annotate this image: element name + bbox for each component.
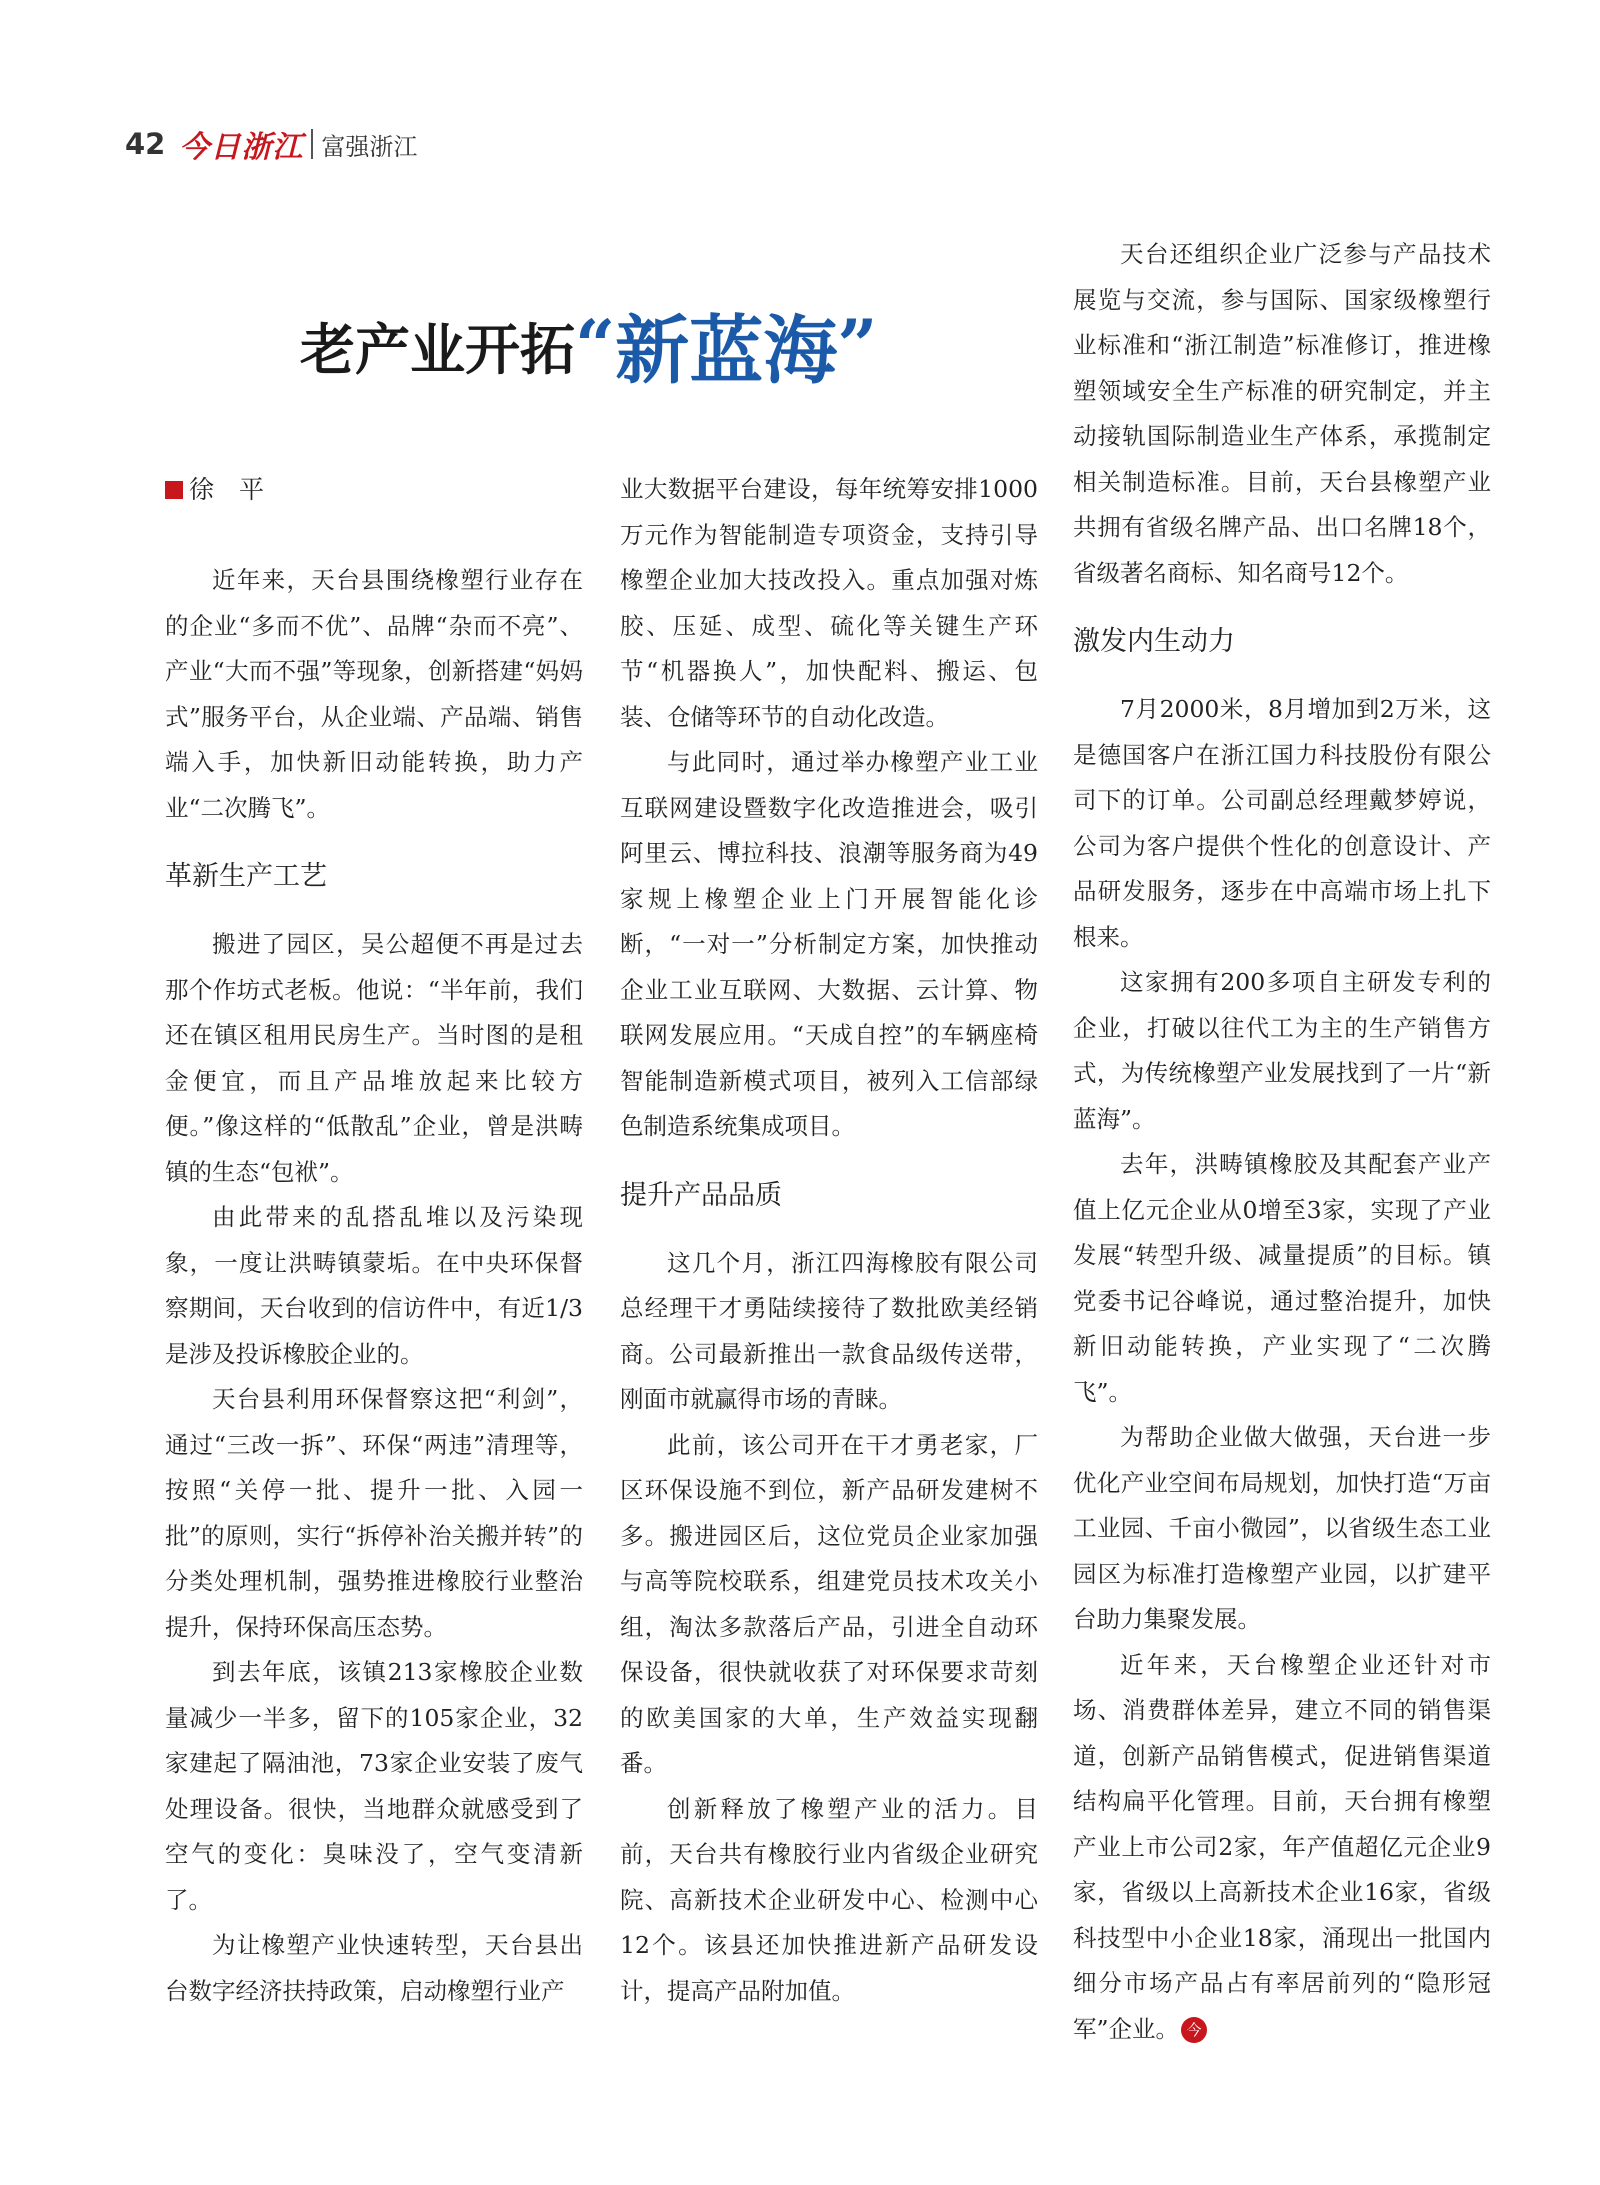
- author-name: 徐 平: [189, 475, 265, 504]
- page-number: 42: [125, 127, 166, 161]
- end-mark-icon: 今: [1181, 2017, 1207, 2043]
- title-highlight: 新蓝海: [615, 308, 838, 394]
- article-column-2: [620, 467, 1038, 2014]
- page-header: [125, 124, 417, 164]
- paragraph: 业大数据平台建设，每年统筹安排1000万元作为智能制造专项资金，支持引导橡塑企业加大技改投入。重点加强对炼胶、压延、成型、硫化等关键生产环节“机器换人”，加快配料、搬运、包装、仓储等环节的自动化改造。: [620, 475, 1038, 731]
- paragraph: 与此同时，通过举办橡塑产业工业互联网建设暨数字化改造推进会，吸引阿里云、博拉科技、浪潮等服务商为49家规上橡塑企业上门开展智能化诊断，“一对一”分析制定方案，加快推动企业工业互联网、大数据、云计算、物联网发展应用。“天成自控”的车辆座椅智能制造新模式项目，被列入工信部绿色制造系统集成项目。: [620, 748, 1038, 1140]
- paragraph: 为帮助企业做大做强，天台进一步优化产业空间布局规划，加快打造“万亩工业园、千亩小微园”，以省级生态工业园区为标准打造橡塑产业园，以扩建平台助力集聚发展。: [1073, 1423, 1491, 1633]
- paragraph: 近年来，天台县围绕橡塑行业存在的企业“多而不优”、品牌“杂而不亮”、产业“大而不强”等现象，创新搭建“妈妈式”服务平台，从企业端、产品端、销售端入手，加快新旧动能转换，助力产业“二次腾飞”。: [165, 566, 583, 822]
- title-quote-close: ”: [837, 303, 878, 387]
- paragraph: 去年，洪畴镇橡胶及其配套产业产值上亿元企业从0增至3家，实现了产业发展“转型升级、减量提质”的目标。镇党委书记谷峰说，通过整治提升，加快新旧动能转换，产业实现了“二次腾飞”。: [1073, 1150, 1491, 1406]
- paragraph: 搬进了园区，吴公超便不再是过去那个作坊式老板。他说：“半年前，我们还在镇区租用民房生产。当时图的是租金便宜，而且产品堆放起来比较方便。”像这样的“低散乱”企业，曾是洪畴镇的生态“包袱”。: [165, 930, 583, 1186]
- article-title: [300, 290, 878, 400]
- subhead-2: 提升产品品质: [620, 1179, 782, 1211]
- paragraph: 创新释放了橡塑产业的活力。目前，天台共有橡胶行业内省级企业研究院、高新技术企业研发中心、检测中心12个。该县还加快推进新产品研发设计，提高产品附加值。: [620, 1794, 1038, 2005]
- paragraph: 7月2000米，8月增加到2万米，这是德国客户在浙江国力科技股份有限公司下的订单。公司副总经理戴梦婷说，公司为客户提供个性化的创意设计、产品研发服务，逐步在中高端市场上扎下根来。: [1073, 695, 1491, 951]
- paragraph: 天台县利用环保督察这把“利剑”，通过“三改一拆”、环保“两违”清理等，按照“关停一批、提升一批、入园一批”的原则，实行“拆停补治关搬并转”的分类处理机制，强势推进橡胶行业整治提升，保持环保高压态势。: [165, 1385, 583, 1641]
- paragraph: 此前，该公司开在干才勇老家，厂区环保设施不到位，新产品研发建树不多。搬进园区后，这位党员企业家加强与高等院校联系，组建党员技术攻关小组，淘汰多款落后产品，引进全自动环保设备，很快就收获了对环保要求苛刻的欧美国家的大单，生产效益实现翻番。: [620, 1430, 1038, 1777]
- magazine-logo: 今日浙江: [179, 131, 304, 164]
- title-prefix: 老产业开拓: [300, 316, 576, 382]
- article-column-1: [165, 467, 583, 2014]
- author-marker-square: [165, 481, 183, 499]
- header-divider: [311, 129, 313, 159]
- paragraph-text: 近年来，天台橡塑企业还针对市场、消费群体差异，建立不同的销售渠道，创新产品销售模式，促进销售渠道结构扁平化管理。目前，天台拥有橡塑产业上市公司2家，年产值超亿元企业9家，省级以上高新技术企业16家，省级科技型中小企业18家，涌现出一批国内细分市场产品占有率居前列的“隐形冠军”企业。: [1073, 1650, 1491, 2043]
- article-column-3: [1073, 232, 1491, 2052]
- paragraph-last: [1073, 1643, 1491, 2053]
- section-name: 富强浙江: [321, 132, 418, 161]
- paragraph: 由此带来的乱搭乱堆以及污染现象，一度让洪畴镇蒙垢。在中央环保督察期间，天台收到的信访件中，有近1/3是涉及投诉橡胶企业的。: [165, 1203, 583, 1368]
- subhead-3: 激发内生动力: [1073, 626, 1235, 657]
- paragraph: 为让橡塑产业快速转型，天台县出台数字经济扶持政策，启动橡塑行业产: [165, 1931, 583, 2005]
- paragraph: 到去年底，该镇213家橡胶企业数量减少一半多，留下的105家企业，32家建起了隔油池，73家企业安装了废气处理设备。很快，当地群众就感受到了空气的变化：臭味没了，空气变清新了。: [165, 1658, 583, 1914]
- title-quote-open: “: [575, 303, 616, 387]
- subhead-1: 革新生产工艺: [165, 861, 327, 892]
- paragraph: 这家拥有200多项自主研发专利的企业，打破以往代工为主的生产销售方式，为传统橡塑产业发展找到了一片“新蓝海”。: [1073, 968, 1491, 1133]
- paragraph: 天台还组织企业广泛参与产品技术展览与交流，参与国际、国家级橡塑行业标准和“浙江制造”标准修订，推进橡塑领域安全生产标准的研究制定，并主动接轨国际制造业生产体系，承揽制定相关制造标准。目前，天台县橡塑产业共拥有省级名牌产品、出口名牌18个，省级著名商标、知名商号12个。: [1073, 240, 1491, 587]
- paragraph: 这几个月，浙江四海橡胶有限公司总经理干才勇陆续接待了数批欧美经销商。公司最新推出一款食品级传送带，刚面市就赢得市场的青睐。: [620, 1248, 1038, 1413]
- author-byline: [165, 467, 583, 513]
